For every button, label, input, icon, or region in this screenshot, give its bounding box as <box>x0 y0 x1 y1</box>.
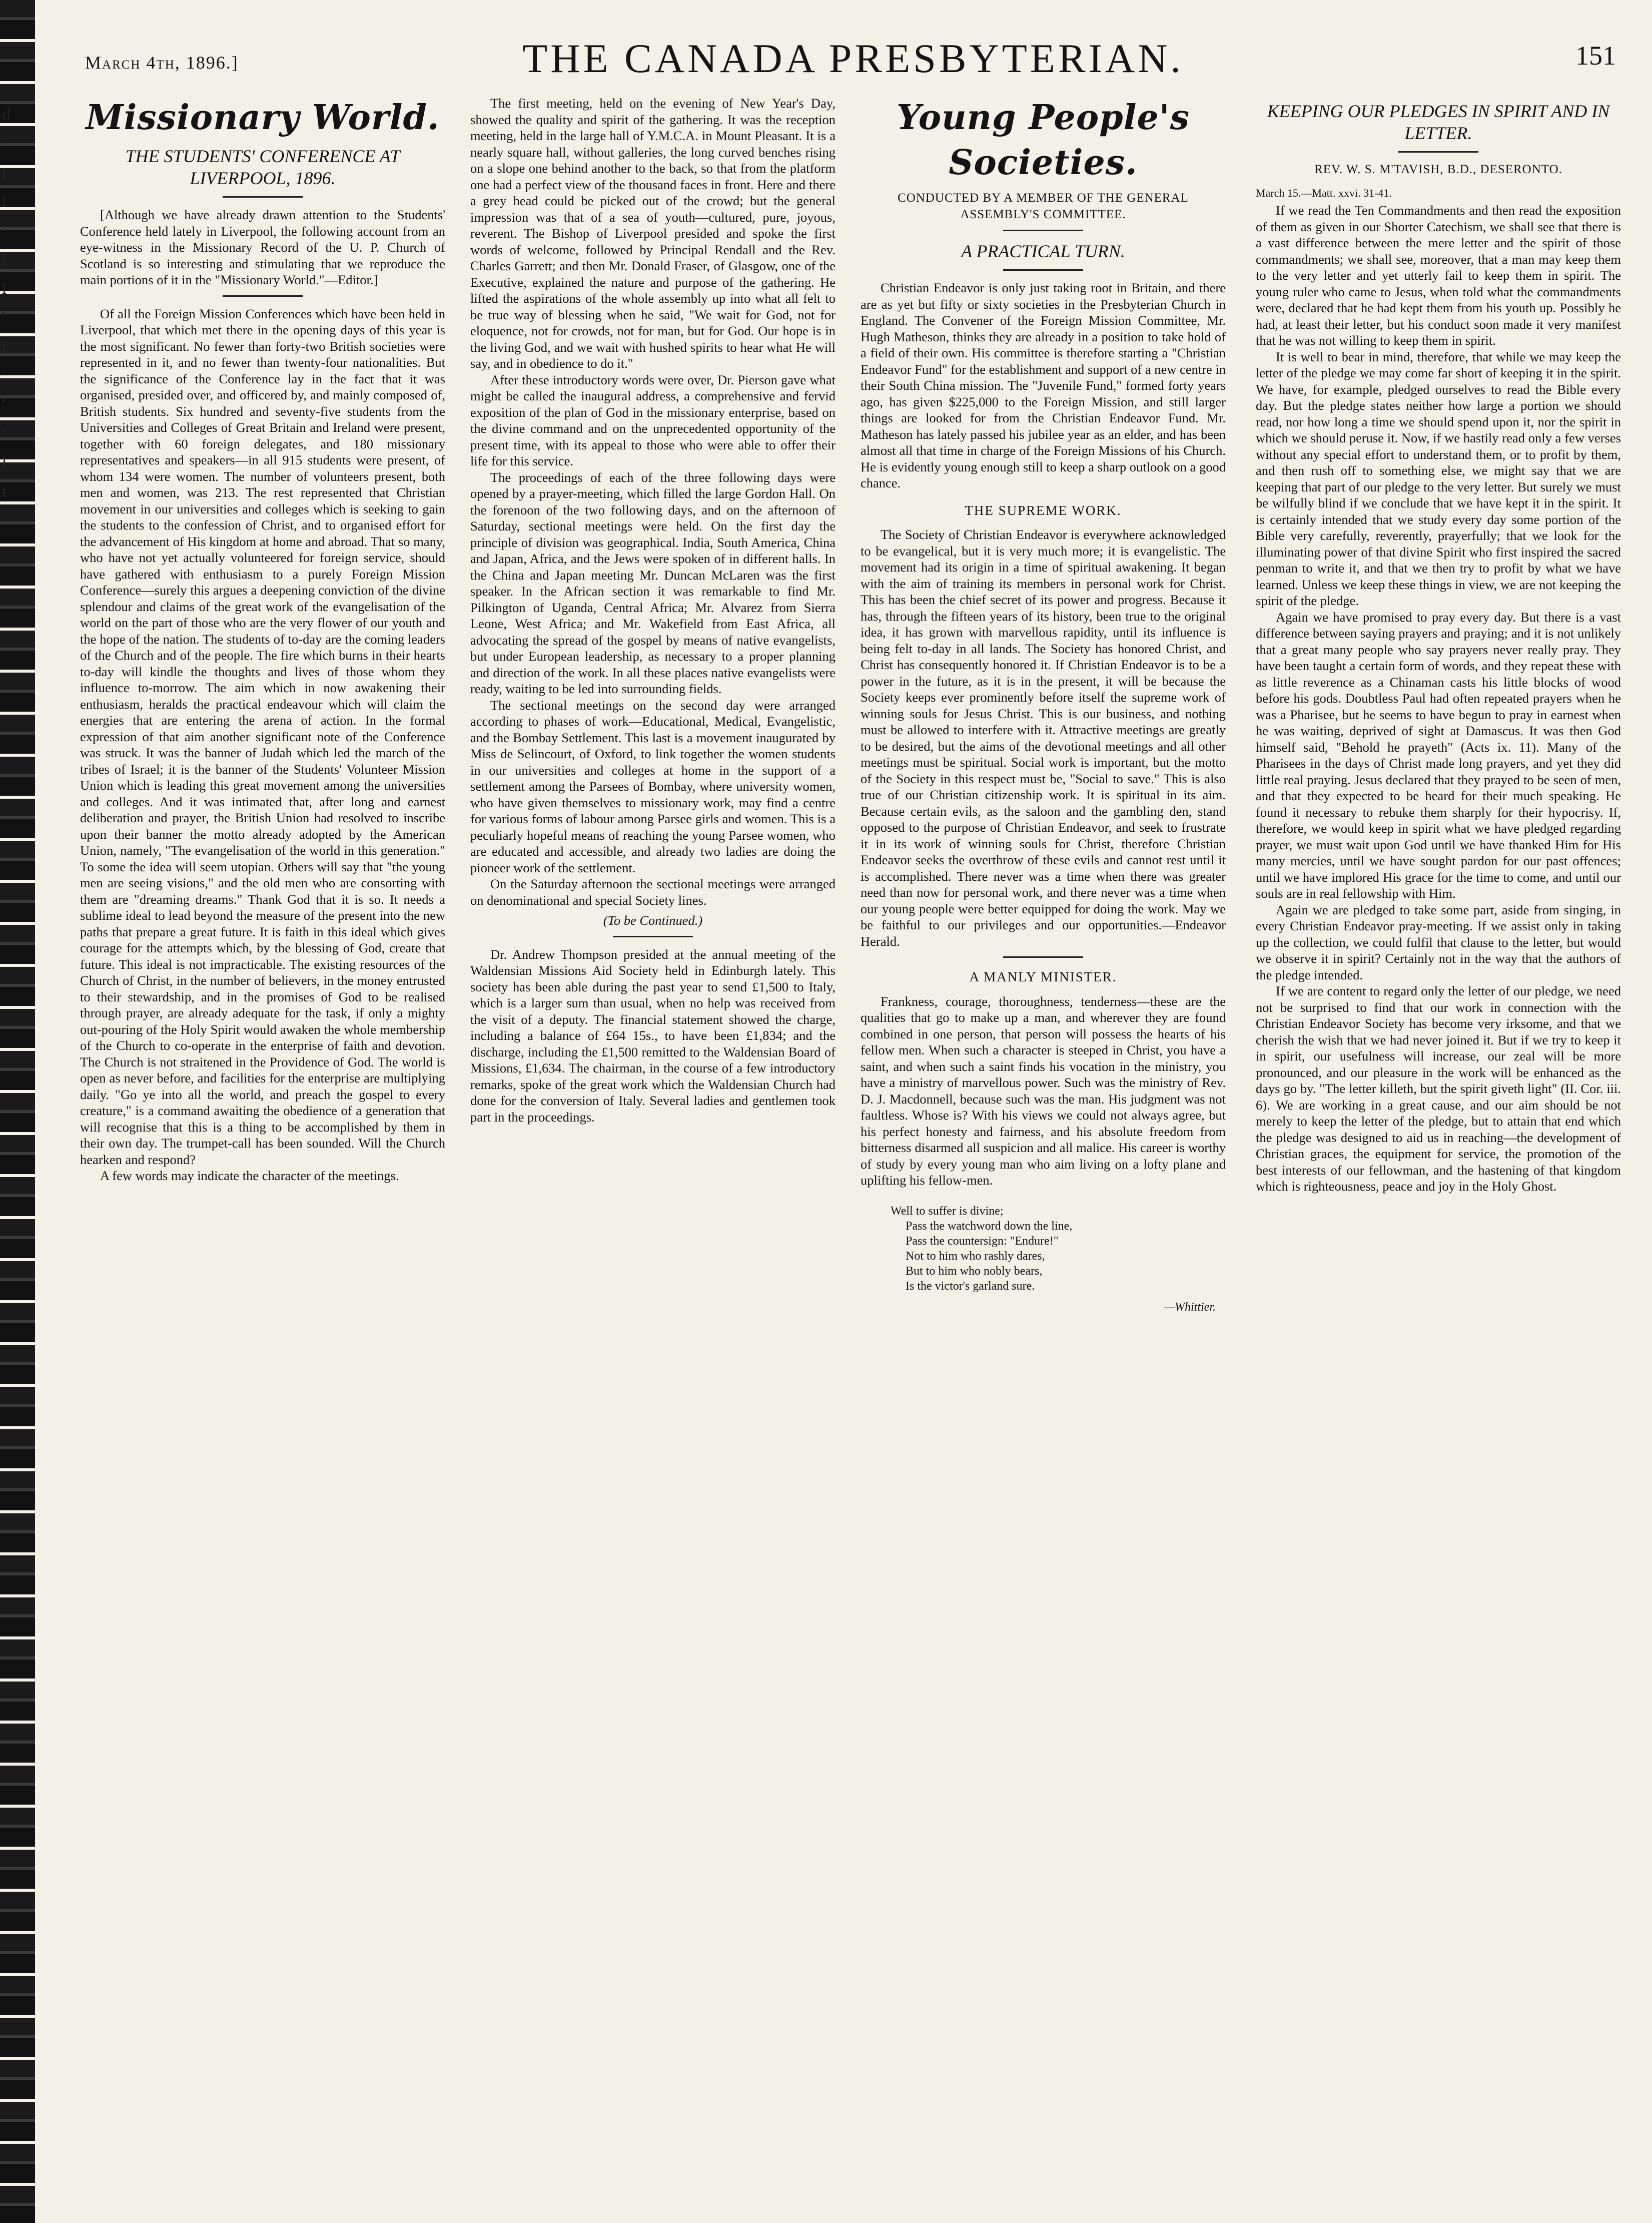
divider <box>1003 269 1083 271</box>
divider <box>1003 230 1083 231</box>
paragraph: If we read the Ten Commandments and then read the exposition of them as given in our Shorter Catechism, we shall see that there is a vast difference between the mere letter and the spirit of those commandments; we shall see, moreover, that a man may keep them to the very letter and yet utterly fail to keep them in spirit. The young ruler who came to Jesus, when told what the commandments were, declared that he had kept them from his youth up. Possibly he had, at least their letter, but his conduct soon made it very manifest that he was not willing to keep them in spirit. <box>1256 203 1621 348</box>
paragraph: After these introductory words were over, Dr. Pierson gave what might be called the inaugural address, a comprehensive and fervid exposition of the plan of God in the missionary enterprise, based on the divine command and on the unprecedented opportunity of the present time, with its appeal to those who were able to offer their life for this service. <box>470 372 836 468</box>
article-title-practical-turn: A PRACTICAL TURN. <box>961 241 1125 261</box>
subhead-supreme-work: THE SUPREME WORK. <box>965 502 1122 518</box>
paragraph: Frankness, courage, thoroughness, tenderness—these are the qualities that go to make up a man, and wherever they are found combined in one person, that person will possess the hearts of his fellow men. When such a character is steeped in Christ, you have a saint, and when such a saint finds his vocation in the ministry, you have a ministry of marvellous power. Such was the ministry of Rev. D. J. Macdonnell, because such was the man. His judgment was not faultless. Whose is? With his views we could not always agree, but his perfect honesty and fairness, and his absolute freedom from bitterness disarmed all suspicion and all malice. His career is worthy of study by every young man who aim living on a lofty plane and uplifting his fellow-men. <box>861 993 1226 1188</box>
divider <box>223 196 303 198</box>
column-4 <box>1256 95 1621 2197</box>
to-be-continued: (To be Continued.) <box>603 913 703 928</box>
section-masthead-young-peoples-societies: Young People's Societies. <box>897 98 1190 183</box>
poem-line: Pass the watchword down the line, <box>906 1219 1073 1233</box>
paragraph: The proceedings of each of the three following days were opened by a prayer-meeting, which filled the large Gordon Hall. On the forenoon of the two following days, and on the afternoon of Saturday, sectional meetings were held. On the first day the principle of division was geographical. India, South America, China and Japan, Africa, and the Jews were spoken of in different halls. In the China and Japan meeting Mr. Duncan McLaren was the first speaker. In the African section it was remarkable to find Mr. Pilkington of Uganda, Central Africa; Mr. Alvarez from Sierra Leone, West Africa; and Mr. Wakefield from East Africa, all advocating the spread of the gospel by means of native evangelists, but under European leadership, as necessary to a proper planning and direction of the work. In all these places native evangelists were ready, waiting to be led into surrounding fields. <box>470 469 836 696</box>
subhead-manly-minister: A MANLY MINISTER. <box>969 969 1117 984</box>
paragraph: Christian Endeavor is only just taking root in Britain, and there are as yet but fifty or sixty societies in the Presbyterian Church in England. The Convener of the Foreign Mission Committee, Mr. Hugh Matheson, thinks they are already in a position to take hold of a field of their own. His committee is therefore starting a "Christian Endeavor Fund" for the establishment and support of a new centre in their South China mission. The "Juvenile Fund," formed forty years ago, has given $225,000 to the Foreign Mission, and still larger things are looked for from the Christian Endeavor Fund. Mr. Matheson has lately passed his jubilee year as an elder, and has been almost all that time in charge of the Foreign Missions of his Church. He is evidently young enough still to keep a sharp outlook on a good chance. <box>861 280 1226 490</box>
poem-line: Is the victor's garland sure. <box>906 1279 1035 1293</box>
paragraph: If we are content to regard only the letter of our pledge, we need not be surprised to find that our work in connection with the Christian Endeavor Society has become very irksome, and that we cherish the wish that we had never joined it. But if we try to keep it in spirit, our usefulness will increase, our zeal will be more pronounced, and our pleasure in the work will be enhanced as the days go by. "The letter killeth, but the spirit giveth light" (II. Cor. iii. 6). We are working in a great cause, and our aim should be not merely to keep the letter of the pledge, but to attain that end which the pledge was designed to aid us in reaching—the development of Christian graces, the equipment for service, the promotion of the best interests of our fellowman, and the hastening of that kingdom which is righteousness, peace and joy in the Holy Ghost. <box>1256 983 1621 1194</box>
divider <box>613 936 693 937</box>
column-3 <box>861 95 1226 2197</box>
paragraph: The Society of Christian Endeavor is everywhere acknowledged to be evangelical, but it is very much more; it is evangelistic. The movement had its origin in a time of spiritual awakening. It began with the aim of training its members in personal work for Christ. This has been the chief secret of its power and progress. Because it has, through the fifteen years of its history, been true to the original idea, it has grown with marvellous rapidity, until its influence is being felt to-day in all lands. The Society has honored Christ, and Christ has consequently honored it. If Christian Endeavor is to be a power in the future, as it is in the present, it will be because the Society keeps ever prominently before itself the supreme work of winning souls for Jesus Christ. This is our business, and nothing must be allowed to interfere with it. Attractive meetings are greatly to be desired, but the aims of the devotional meetings and all other meetings must be spiritual. Social work is important, but the motto of the Society in this respect must be, "Social to save." This is also true of our Christian citizenship work. It is spiritual in its aim. Because certain evils, as the saloon and the gambling den, stand opposed to the purpose of Christian Endeavor, and seek to frustrate it in its work of winning souls for Christ, therefore Christian Endeavor seeks the overthrow of these evils and cannot rest until it is accomplished. There never was a time when there was greater need than now for personal work, and there never was a time when our young people were better equipped for doing the work. May we be faithful to our privileges and our opportunities.—Endeavor Herald. <box>861 527 1226 949</box>
paragraph: Again we have promised to pray every day. But there is a vast difference between saying prayers and praying; and it is not unlikely that a great many people who say prayers never really pray. They have been taught a certain form of words, and they repeat these with as little reverence as a Chinaman casts his little blocks of wood before his gods. Doubtless Paul had often repeated prayers when he was a Pharisee, but he seems to have begun to pray in earnest when he was waiting, deprived of sight at Damascus. It was then God himself said, "Behold he prayeth" (Acts ix. 11). Many of the Pharisees in the days of Christ made long prayers, and yet they did little real praying. Jesus declared that they prayed to be seen of men, and that they expected to be heard for their much speaking. He found it necessary to rebuke them sharply for their hypocrisy. If, therefore, we would keep in spirit what we have pledged regarding prayer, we must wait upon God until we have thanked Him for His many mercies, until we have sought pardon for our past offences; until we have implored His grace for the time to come, and until our souls are in real fellowship with Him. <box>1256 609 1621 901</box>
publication-title: THE CANADA PRESBYTERIAN. <box>522 36 1184 81</box>
paragraph: A few words may indicate the character of the meetings. <box>100 1168 399 1183</box>
divider <box>1003 956 1083 958</box>
divider <box>1398 151 1478 153</box>
scripture-reference: March 15.—Matt. xxvi. 31-41. <box>1256 186 1392 199</box>
paragraph: The first meeting, held on the evening of New Year's Day, showed the quality and spirit of the gathering. It was the reception meeting, held in the large hall of Y.M.C.A. in Mount Pleasant. It is a nearly square hall, without galleries, the long curved benches rising on a slope one behind another to the back, so that from the platform one had a perfect view of the thousand faces in front. Here and there a grey head could be picked out of the crowd; but the general impression was that of a sea of youth—cultured, pure, joyous, reverent. The Bishop of Liverpool presided and spoke the first words of welcome, followed by Principal Rendall and the Rev. Charles Garrett; and then Mr. Donald Fraser, of Glasgow, one of the Executive, explained the nature and purpose of the gathering. He lifted the aspirations of the whole assembly up into what all felt to be true way of blessing when he said, "We wait for God, not for eloquence, not for crowds, not for man, but for God. Our hope is in the living God, and we wait with hushed spirits to hear what He will say, and in obedience to do it." <box>470 96 836 371</box>
article-title-students-conference: THE STUDENTS' CONFERENCE AT LIVERPOOL, 1896. <box>125 146 400 188</box>
running-head <box>75 30 1631 85</box>
paragraph: The sectional meetings on the second day were arranged according to phases of work—Educational, Medical, Evangelistic, and the Bombay Settlement. This last is a movement inaugurated by Miss de Selincourt, of Oxford, to link together the women students in our universities and colleges at home in the support of a settlement among the Parsees of Bombay, where university women, who have given themselves to missionary work, may find a centre for various forms of labour among Parsee girls and women. This is a peculiarly hopeful means of reaching the young Parsee women, who are educated and accessible, and already two ladies are doing the pioneer work of the settlement. <box>470 697 836 875</box>
poem-line: Well to suffer is divine; <box>891 1204 1004 1218</box>
poem-line: Not to him who rashly dares, <box>906 1249 1045 1263</box>
editor-note: [Although we have already drawn attention to the Students' Conference held lately in Liverpool, the following account from an eye-witness in the Missionary Record of the U. P. Church of Scotland is so interesting and stimulating that we reproduce the main portions of it in the "Missionary World."—Editor.] <box>80 207 445 287</box>
issue-date: March 4th, 1896.] <box>85 53 239 73</box>
paragraph: It is well to bear in mind, therefore, that while we may keep the letter of the pledge we may come far short of keeping it in the spirit. We have, for example, pledged ourselves to read the Bible every day. But the pledge states neither how large a portion we should read, nor how long a time we should spend upon it, nor the spirit in which we should peruse it. Now, if we hastily read only a few verses without any special effort to understand them, or to profit by them, and then rush off to something else, we might say that we are keeping that part of our pledge to the very letter. But surely we must be wilfully blind if we conclude that we have kept it in the spirit. It is certainly intended that we study every day some portion of the Bible very carefully, reverently, prayerfully; that we look for the illuminating power of that divine Spirit who first inspired the sacred penman to write it, and that we then try to profit by what we have learned. Unless we keep these things in view, we are not keeping the spirit of the pledge. <box>1256 349 1621 608</box>
paragraph: Dr. Andrew Thompson presided at the annual meeting of the Waldensian Missions Aid Society held in Edinburgh lately. This society has been able during the past year to send £1,500 to Italy, which is a larger sum than usual, when no help was received from the visit of a deputy. The financial statement showed the charge, including a balance of £64 15s., to have been £1,834; and the discharge, including the £1,500 remitted to the Waldensian Board of Missions, £1,634. The chairman, in the course of a few introductory remarks, spoke of the great work which the Waldensian Church had done for the conversion of Italy. Several ladies and gentlemen took part in the proceedings. <box>470 946 836 1125</box>
column-1 <box>80 95 445 2197</box>
paragraph: On the Saturday afternoon the sectional meetings were arranged on denominational and special Society lines. <box>470 876 836 908</box>
poem-line: But to him who nobly bears, <box>906 1264 1043 1278</box>
poem <box>891 1204 1226 1315</box>
article-title-keeping-pledges: KEEPING OUR PLEDGES IN SPIRIT AND IN LETTER. <box>1267 101 1610 143</box>
article-columns <box>75 95 1631 2197</box>
author-byline: REV. W. S. M'TAVISH, B.D., DESERONTO. <box>1314 163 1562 176</box>
page-number: 151 <box>1575 41 1616 71</box>
divider <box>223 295 303 297</box>
margin-marks: d ' t l ' l l ' t ' ' ' l t <box>2 105 11 501</box>
poem-attribution: —Whittier. <box>1164 1300 1216 1314</box>
section-masthead-missionary-world: Missionary World. <box>86 98 440 138</box>
newspaper-page <box>75 30 1631 2207</box>
paragraph: Of all the Foreign Mission Conferences which have been held in Liverpool, that which met there in the opening days of this year is the most significant. No fewer than forty-two British societies were represented in it, and no fewer than twenty-four nationalities. But the significance of the Conference lay in the fact that it was organised, presided over, and officered by, and mainly composed of, British students. Six hundred and seventy-five students from the Universities and Colleges of Great Britain and Ireland were present, together with 60 foreign delegates, and 180 missionary representatives and speakers—in all 915 students were present, of whom 134 were women. The number of volunteers present, both men and women, was 213. The rest represented that Christian movement in our universities and colleges which is seeking to gain the students to the confession of Christ, and to organised effort for the advancement of His kingdom at home and abroad. That so many, who have not yet actually volunteered for foreign service, should have gathered with enthusiasm to a purely Foreign Mission Conference—surely this argues a deepening conviction of the divine splendour and claims of the great work of the evangelisation of the world on the part of those who are the very flower of our youth and the hope of the nation. The students of to-day are the coming leaders of the Church and of the people. The fire which burns in their hearts to-day will kindle the thoughts and lives of those whom they influence to-morrow. The aim which in now awakening their enthusiasm, heralds the practical endeavour which will claim the energies that are entering the arena of action. In the formal expression of that aim another significant note of the Conference was struck. It was the banner of Judah which led the march of the tribes of Israel; it is the banner of the Students' Volunteer Mission Union which is leading this great movement among the universities and colleges. And it was intimated that, after long and earnest deliberation and prayer, the British Union had resolved to inscribe upon their banner the motto already adopted by the American Union, namely, "The evangelisation of the world in this generation." To some the idea will seem utopian. Others will say that "the young men are seeing visions," and the old men who are consorting with them are "dreaming dreams." Thank God that it is so. It needs a sublime ideal to lead beyond the measure of the present into the new paths that prepare a great future. It is faith in this ideal which gives courage for the attempts which, by the blessing of God, create that future. This ideal is not impracticable. The existing resources of the Church of Christ, in the number of believers, in the money entrusted to their stewardship, and in the promises of God to be realised through prayer, are already adequate for the task, if only a mighty out-pouring of the Holy Spirit would awaken the whole membership of the Church to co-operate in the enterprise of faith and devotion. The Church is not straitened in the Providence of God. The world is open as never before, and facilities for the enterprise are multiplying daily. "Go ye into all the world, and preach the gospel to every creature," is a command awaiting the obedience of a generation that will recognise that this is a thing to be accomplished by them in their own day. The trumpet-call has been sounded. Will the Church hearken and respond? <box>80 306 445 1167</box>
section-byline: CONDUCTED BY A MEMBER OF THE GENERAL ASSEMBLY'S COMMITTEE. <box>898 191 1189 221</box>
poem-line: Pass the countersign: "Endure!" <box>906 1234 1059 1248</box>
paragraph: Again we are pledged to take some part, aside from singing, in every Christian Endeavor pray-meeting. If we assist only in taking up the collection, we could fulfil that clause to the letter, but would we observe it in spirit? Certainly not in the way that the authors of the pledge intended. <box>1256 902 1621 982</box>
column-2 <box>470 95 836 2197</box>
